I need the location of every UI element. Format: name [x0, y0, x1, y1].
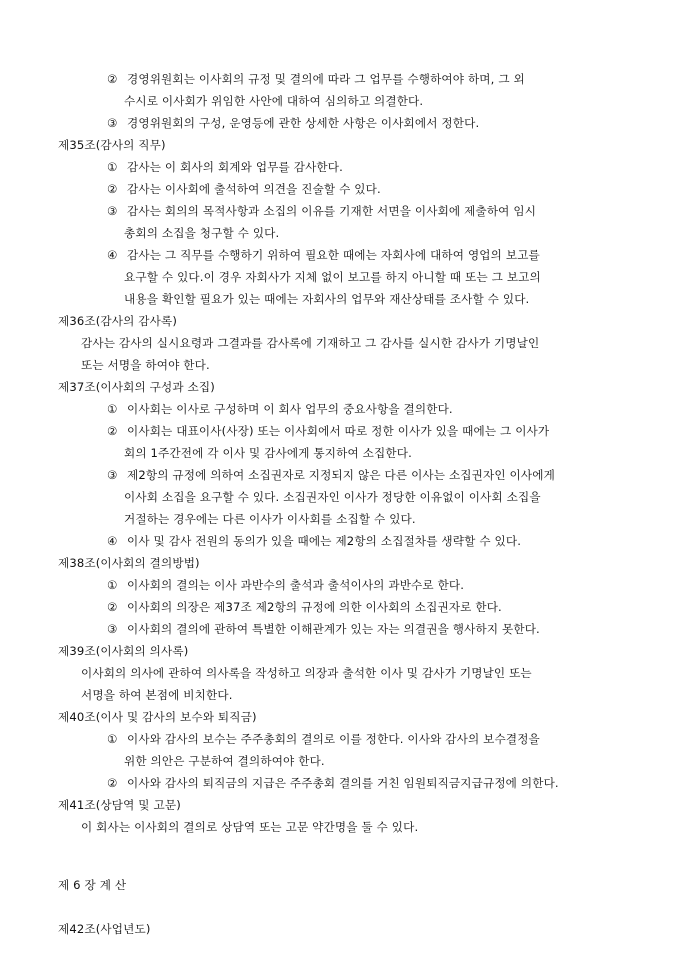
item-number: ④	[107, 248, 118, 262]
line-text: 제38조(이사회의 결의방법)	[58, 556, 200, 570]
text-line	[107, 182, 381, 197]
line-text: 경영위원회는 이사회의 규정 및 결의에 따라 그 업무를 수행하여야 하며, 그 외	[127, 72, 525, 86]
text-line	[107, 248, 540, 263]
item-number: ③	[107, 468, 118, 482]
line-text: 제41조(상담역 및 고문)	[58, 798, 181, 812]
text-line	[124, 270, 541, 285]
item-number: ③	[107, 622, 118, 636]
item-number: ②	[107, 182, 118, 196]
text-line	[58, 644, 188, 659]
line-text: 제35조(감사의 직무)	[58, 138, 166, 152]
text-line	[107, 622, 540, 637]
text-line	[107, 424, 549, 439]
text-line	[58, 922, 151, 937]
item-number: ①	[107, 160, 118, 174]
text-line	[58, 878, 126, 893]
line-text: 제36조(감사의 감사록)	[58, 314, 178, 328]
text-line	[124, 446, 412, 461]
text-line	[107, 204, 536, 219]
line-text: 제39조(이사회의 의사록)	[58, 644, 189, 658]
text-line	[107, 578, 464, 593]
text-line	[124, 226, 279, 241]
text-line	[58, 138, 166, 153]
text-line	[107, 732, 540, 747]
line-text: 감사는 이 회사의 회계와 업무를 감사한다.	[127, 160, 343, 174]
text-line	[81, 666, 532, 681]
line-text: 이사와 감사의 보수는 주주총회의 결의로 이를 정한다. 이사와 감사의 보수결정을	[127, 732, 540, 746]
line-text: 제42조(사업년도)	[58, 922, 151, 936]
line-text: 서명을 하여 본점에 비치한다.	[81, 688, 233, 702]
text-line	[58, 710, 257, 725]
line-text: 이사회는 대표이사(사장) 또는 이사회에서 따로 정한 이사가 있을 때에는 그 이사가	[127, 424, 550, 438]
line-text: 이사회의 의장은 제37조 제2항의 규정에 의한 이사회의 소집권자로 한다.	[127, 600, 502, 614]
line-text: 이사회 소집을 요구할 수 있다. 소집권자인 이사가 정당한 이유없이 이사회 소집을	[124, 490, 541, 504]
line-text: 수시로 이사회가 위임한 사안에 대하여 심의하고 의결한다.	[124, 94, 424, 108]
line-text: 또는 서명을 하여야 한다.	[81, 358, 210, 372]
item-number: ①	[107, 732, 118, 746]
line-text: 총회의 소집을 청구할 수 있다.	[124, 226, 280, 240]
line-text: 내용을 확인할 필요가 있는 때에는 자회사의 업무와 재산상태를 조사할 수 있다.	[124, 292, 530, 306]
text-line	[124, 94, 423, 109]
item-number: ②	[107, 424, 118, 438]
item-number: ②	[107, 776, 118, 790]
item-number: ②	[107, 72, 118, 86]
text-line	[58, 380, 215, 395]
text-line	[107, 160, 343, 175]
line-text: 감사는 감사의 실시요령과 그결과를 감사록에 기재하고 그 감사를 실시한 감사가 기명날인	[81, 336, 540, 350]
text-line	[107, 402, 453, 417]
text-line	[58, 314, 177, 329]
text-line	[107, 600, 502, 615]
line-text: 제40조(이사 및 감사의 보수와 퇴직금)	[58, 710, 257, 724]
item-number: ②	[107, 600, 118, 614]
text-line	[107, 116, 479, 131]
text-line	[107, 776, 559, 791]
line-text: 감사는 그 직무를 수행하기 위하여 필요한 때에는 자회사에 대하여 영업의 보고를	[127, 248, 540, 262]
text-line	[81, 688, 233, 703]
line-text: 요구할 수 있다.이 경우 자회사가 지체 없이 보고를 하지 아니할 때 또는 그 보고의	[124, 270, 541, 284]
text-line	[124, 292, 529, 307]
item-number: ①	[107, 402, 118, 416]
text-line	[81, 336, 539, 351]
text-line	[107, 72, 525, 87]
text-line	[124, 512, 416, 527]
item-number: ④	[107, 534, 118, 548]
line-text: 제 6 장 계 산	[58, 878, 127, 892]
text-line	[58, 556, 200, 571]
item-number: ③	[107, 204, 118, 218]
line-text: 경영위원회의 구성, 운영등에 관한 상세한 사항은 이사회에서 정한다.	[127, 116, 480, 130]
line-text: 이사회의 결의는 이사 과반수의 출석과 출석이사의 과반수로 한다.	[127, 578, 465, 592]
line-text: 회의 1주간전에 각 이사 및 감사에게 통지하여 소집한다.	[124, 446, 412, 460]
line-text: 감사는 회의의 목적사항과 소집의 이유를 기재한 서면을 이사회에 제출하여 임시	[127, 204, 537, 218]
text-line	[107, 468, 555, 483]
text-line	[81, 820, 418, 835]
item-number: ①	[107, 578, 118, 592]
line-text: 이사와 감사의 퇴직금의 지급은 주주총회 결의를 거친 임원퇴직금지급규정에 의한다.	[127, 776, 559, 790]
line-text: 제37조(이사회의 구성과 소집)	[58, 380, 215, 394]
text-line	[124, 490, 541, 505]
line-text: 위한 의안은 구분하여 결의하여야 한다.	[124, 754, 325, 768]
line-text: 이사회의 의사에 관하여 의사록을 작성하고 의장과 출석한 이사 및 감사가 기명날인 또는	[81, 666, 532, 680]
line-text: 이 회사는 이사회의 결의로 상담역 또는 고문 약간명을 둘 수 있다.	[81, 820, 419, 834]
text-line	[107, 534, 521, 549]
line-text: 제2항의 규정에 의하여 소집권자로 지정되지 않은 다른 이사는 소집권자인 이사에게	[127, 468, 555, 482]
text-line	[124, 754, 325, 769]
line-text: 이사 및 감사 전원의 동의가 있을 때에는 제2항의 소집절차를 생략할 수 있다.	[127, 534, 522, 548]
line-text: 거절하는 경우에는 다른 이사가 이사회를 소집할 수 있다.	[124, 512, 416, 526]
text-line	[81, 358, 210, 373]
line-text: 이사회는 이사로 구성하며 이 회사 업무의 중요사항을 결의한다.	[127, 402, 453, 416]
line-text: 감사는 이사회에 출석하여 의견을 진술할 수 있다.	[127, 182, 381, 196]
item-number: ③	[107, 116, 118, 130]
text-line	[58, 798, 181, 813]
line-text: 이사회의 결의에 관하여 특별한 이해관계가 있는 자는 의결권을 행사하지 못한다.	[127, 622, 540, 636]
